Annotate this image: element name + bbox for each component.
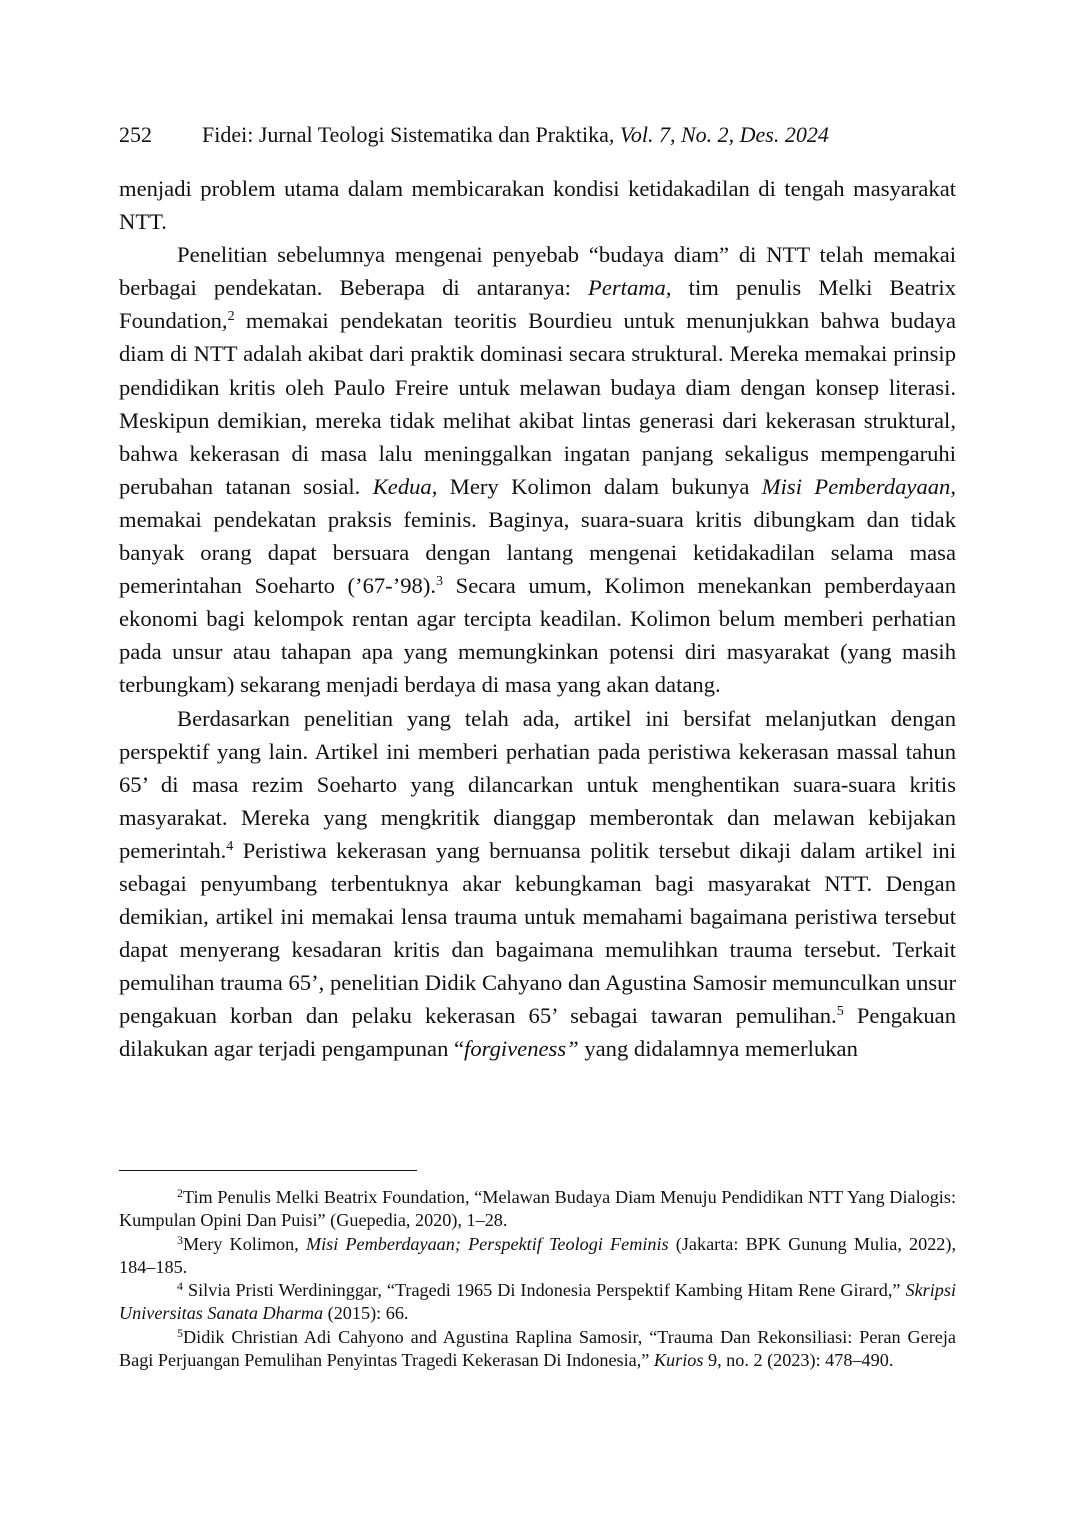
journal-title: Fidei: Jurnal Teologi Sistematika dan Praktika — [202, 122, 609, 147]
footnote-2-text: Tim Penulis Melki Beatrix Foundation, “Melawan Budaya Diam Menuju Pendidikan NTT Yang Dialogis: Kumpulan Opini Dan Puisi” (Guepedia, 2020), 1–28. — [119, 1187, 956, 1231]
p2-text-c: memakai pendekatan teoritis Bourdieu untuk menunjukkan bahwa budaya diam di NTT adalah akibat dari praktik dominasi secara struktural. Mereka memakai prinsip pendidikan kritis oleh Paulo Freire untuk melawan budaya diam dengan konsep literasi. Meskipun demikian, mereka tidak melihat akibat lintas generasi dari kekerasan struktural, bahwa kekerasan di masa lalu meninggalkan ingatan panjang sekaligus mempengaruhi perubahan tatanan sosial. — [119, 308, 956, 499]
footnote-4-title: Skripsi Universitas Sanata Dharma — [119, 1280, 956, 1324]
footnote-3-number: 3 — [177, 1232, 183, 1247]
paragraph-2 — [119, 238, 956, 701]
footnote-3-text-b: (Jakarta: BPK Gunung Mulia, 2022), 184–185. — [119, 1233, 956, 1277]
footnote-4-text-b: (2015): 66. — [323, 1303, 409, 1324]
p2-text-g: , memakai pendekatan praksis feminis. Baginya, suara-suara kritis dibungkam dan tidak banyak orang dapat bersuara dengan lantang mengenai ketidakadilan selama masa pemerintahan Soeharto (’67-’98). — [119, 473, 956, 599]
paragraph-3 — [119, 702, 956, 1066]
footnote-3-text-a: Mery Kolimon, — [183, 1233, 306, 1254]
p3-text-c: Pengakuan dilakukan agar terjadi pengampunan “ — [119, 1003, 956, 1062]
p3-text-d: yang didalamnya memerlukan — [578, 1036, 858, 1062]
p2-text-e: , Mery Kolimon dalam bukunya — [431, 473, 762, 499]
p3-text-b: Peristiwa kekerasan yang bernuansa politik tersebut dikaji dalam artikel ini sebagai penyumbang terbentuknya akar kebungkaman bagi masyarakat NTT. Dengan demikian, artikel ini memakai lensa trauma untuk memahami bagaimana peristiwa tersebut dapat menyerang kesadaran kritis dan bagaimana memulihkan trauma tersebut. Terkait pemulihan trauma 65’, penelitian Didik Cahyano dan Agustina Samosir memunculkan unsur pengakuan korban dan pelaku kekerasan 65’ sebagai tawaran pemulihan. — [119, 837, 956, 1029]
p2-text-a: Penelitian sebelumnya mengenai penyebab “budaya diam” di NTT telah memakai berbagai pendekatan. Beberapa di antaranya: — [119, 242, 956, 301]
footnote-ref-2[interactable]: 2 — [227, 309, 235, 325]
volume-info: , Vol. 7, No. 2, Des. 2024 — [608, 122, 829, 147]
p2-text-b: , tim penulis Melki Beatrix Foundation, — [119, 275, 957, 334]
footnote-4-number: 4 — [177, 1279, 183, 1294]
footnote-5-text-a: Didik Christian Adi Cahyono and Agustina Raplina Samosir, “Trauma Dan Rekonsiliasi: Peran Gereja Bagi Perjuangan Pemulihan Penyintas Tragedi Kekerasan Di Indonesia,” — [119, 1326, 956, 1371]
running-header — [119, 120, 956, 150]
paragraph-1-text: menjadi problem utama dalam membicarakan kondisi ketidakadilan di tengah masyarakat NTT. — [119, 176, 956, 235]
footnote-2 — [119, 1186, 956, 1233]
footnote-5-text-b: 9, no. 2 (2023): 478–490. — [703, 1350, 894, 1371]
p2-emphasis-pertama: Pertama — [588, 275, 666, 301]
p3-text-a: Berdasarkan penelitian yang telah ada, artikel ini bersifat melanjutkan dengan perspektif yang lain. Artikel ini memberi perhatian pada peristiwa kekerasan massal tahun 65’ di masa rezim Soeharto yang dilancarkan untuk menghentikan suara-suara kritis masyarakat. Mereka yang mengkritik dianggap memberontak dan melawan kebijakan pemerintah. — [119, 705, 956, 863]
footnote-4-text-a: Silvia Pristi Werdininggar, “Tragedi 1965 Di Indonesia Perspektif Kambing Hitam Rene Girard,” — [183, 1280, 906, 1301]
footnote-4 — [119, 1279, 956, 1326]
footnote-ref-5[interactable]: 5 — [836, 1004, 844, 1020]
footnote-divider — [119, 1170, 417, 1171]
footnotes — [119, 1186, 956, 1372]
footnote-3 — [119, 1233, 956, 1280]
p2-book-title: Misi Pemberdayaan — [761, 473, 951, 499]
footnote-5 — [119, 1326, 956, 1373]
footnote-ref-4[interactable]: 4 — [226, 838, 234, 854]
paragraph-1 — [119, 172, 956, 238]
page-number: 252 — [119, 122, 152, 147]
footnote-3-title: Misi Pemberdayaan; Perspektif Teologi Feminis — [305, 1233, 669, 1254]
p3-emphasis-forgiveness: forgiveness” — [464, 1036, 579, 1062]
footnote-ref-3[interactable]: 3 — [436, 574, 443, 590]
p2-emphasis-kedua: Kedua — [372, 473, 432, 499]
footnote-5-number: 5 — [177, 1325, 183, 1340]
footnote-2-number: 2 — [177, 1186, 183, 1200]
p2-text-h: Secara umum, Kolimon menekankan pemberdayaan ekonomi bagi kelompok rentan agar tercipta keadilan. Kolimon belum memberi perhatian pada unsur atau tahapan apa yang memungkinkan potensi diri masyarakat (yang masih terbungkam) sekarang menjadi berdaya di masa yang akan datang. — [119, 573, 956, 698]
body-text — [119, 172, 956, 1066]
footnote-5-journal: Kurios — [653, 1350, 704, 1371]
